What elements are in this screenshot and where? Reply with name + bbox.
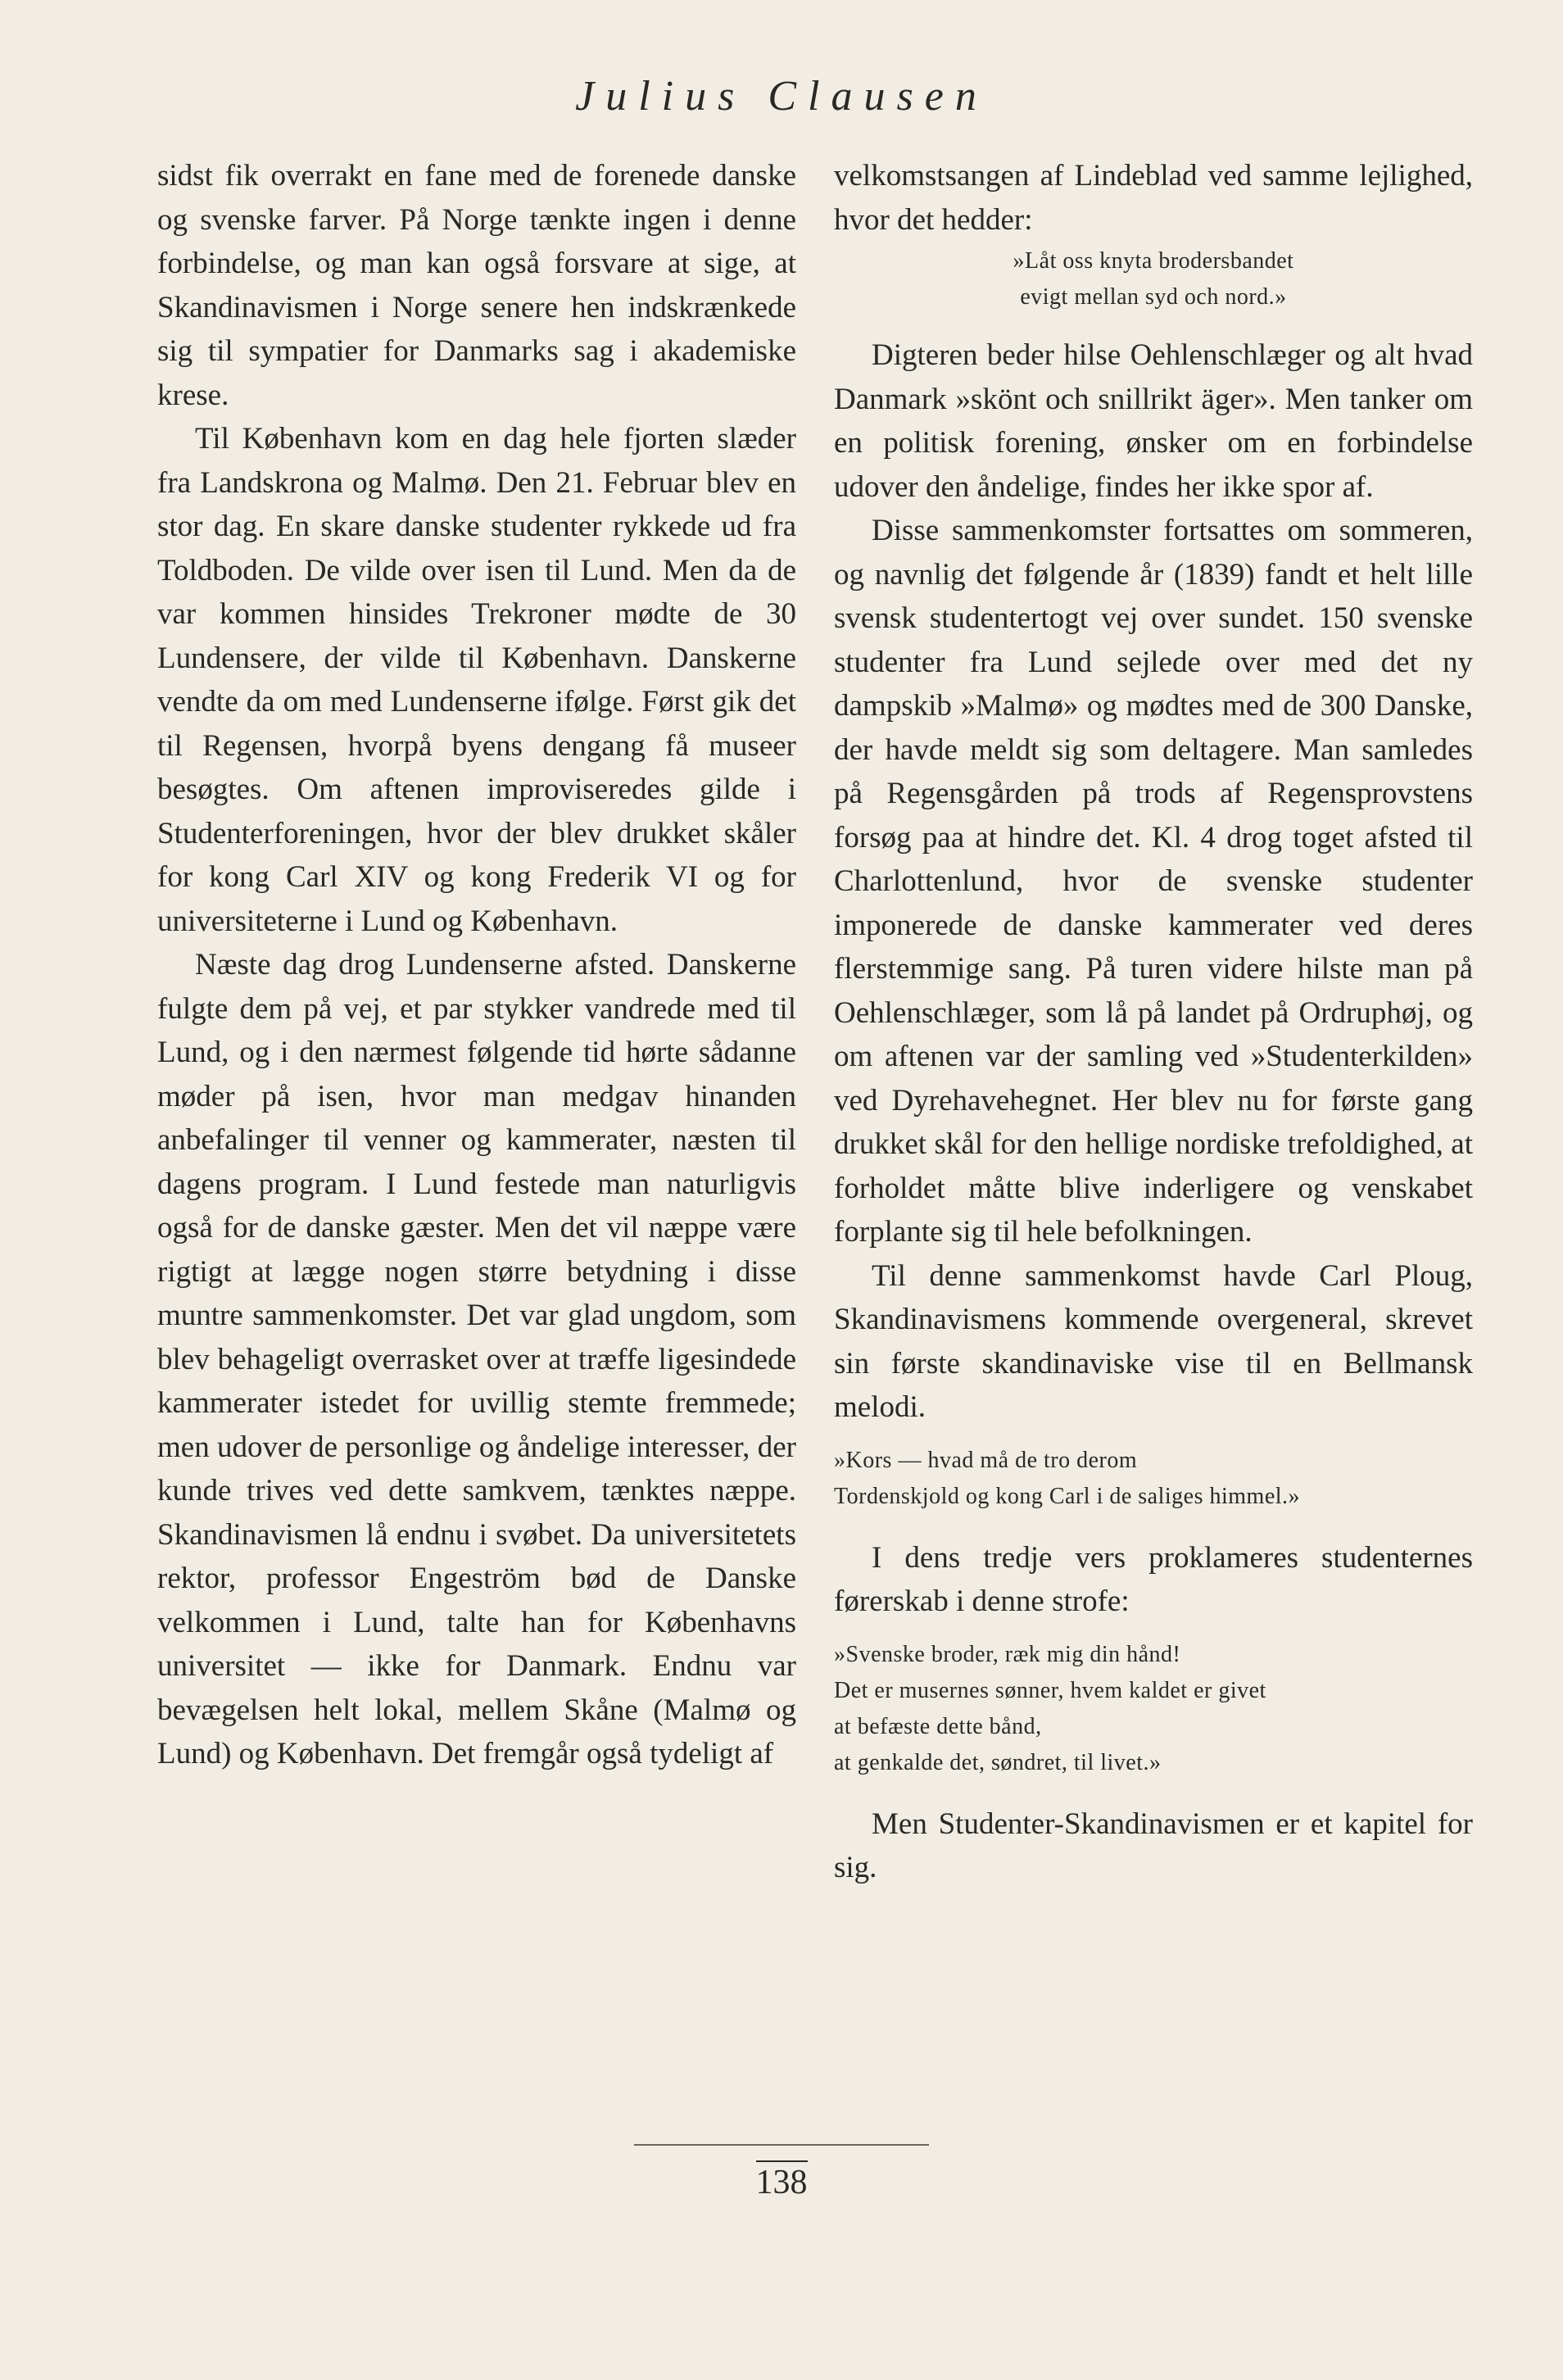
paragraph: Til denne sammenkomst havde Carl Ploug, Skandinavismens kommende overgeneral, skrevet sin første skandinaviske vise til en Bellmansk melodi. — [834, 1258, 1473, 1424]
paragraph: I dens tredje vers proklameres studenternes førerskab i denne strofe: — [834, 1540, 1473, 1618]
paragraph: Digteren beder hilse Oehlenschlæger og alt hvad Danmark »skönt och snillrikt äger». Men tanker om en politisk forening, ønsker om en forbindelse udover den åndelige, findes her ikke spor af. — [834, 338, 1473, 504]
verse-line: at genkalde det, søndret, til livet.» — [834, 1749, 1162, 1775]
left-column — [157, 154, 796, 1776]
verse-quote — [834, 1443, 1473, 1515]
paragraph: Men Studenter-Skandinavismen er et kapitel for sig. — [834, 1807, 1473, 1884]
verse-line: at befæste dette bånd, — [834, 1713, 1042, 1739]
page-number-text: 138 — [756, 2160, 808, 2201]
footer-rule — [634, 2144, 929, 2146]
verse-line: Tordenskjold og kong Carl i de saliges himmel.» — [834, 1483, 1301, 1509]
running-title: Julius Clausen — [575, 73, 988, 120]
verse-line: »Kors — hvad må de tro derom — [834, 1447, 1138, 1473]
verse-line: Det er musernes sønner, hvem kaldet er givet — [834, 1677, 1266, 1703]
verse-line: »Låt oss knyta brodersbandet — [1013, 248, 1294, 274]
verse-line: »Svenske broder, ræk mig din hånd! — [834, 1641, 1181, 1667]
verse-quote — [834, 1637, 1473, 1781]
paragraph: sidst fik overrakt en fane med de forenede danske og svenske farver. På Norge tænkte ingen i denne forbindelse, og man kan også forsvare at sige, at Skandinavismen i Norge senere hen indskrænkede sig til sympatier for Danmarks sag i akademiske krese. — [157, 159, 796, 412]
paragraph: Til København kom en dag hele fjorten slæder fra Landskrona og Malmø. Den 21. Februar blev en stor dag. En skare danske studenter rykkede ud fra Toldboden. De vilde over isen til Lund. Men da de var kommen hinsides Trekroner mødte de 30 Lundensere, der vilde til København. Danskerne vendte da om med Lundenserne ifølge. Først gik det til Regensen, hvorpå byens dengang få museer besøgtes. Om aftenen improviseredes gilde i Studenterforeningen, hvor der blev drukket skåler for kong Carl XIV og kong Frederik VI og for universiteterne i Lund og København. — [157, 422, 796, 938]
page-number — [0, 2163, 1563, 2202]
verse-quote — [834, 243, 1473, 315]
paragraph: velkomstsangen af Lindeblad ved samme lejlighed, hvor det hedder: — [834, 159, 1473, 237]
paragraph: Næste dag drog Lundenserne afsted. Danskerne fulgte dem på vej, et par stykker vandrede med til Lund, og i den nærmest følgende tid hørte sådanne møder på isen, hvor man medgav hinanden anbefalinger til venner og kammerater, næsten til dagens program. I Lund festede man naturligvis også for de danske gæster. Men det vil næppe være rigtigt at lægge nogen større betydning i disse muntre sammenkomster. Det var glad ungdom, som blev behageligt overrasket over at træffe ligesindede kammerater istedet for uvillig stemte fremmede; men udover de personlige og åndelige interesser, der kunde trives ved dette samkvem, tænktes næppe. Skandinavismen lå endnu i svøbet. Da universitetets rektor, professor Engeström bød de Danske velkommen i Lund, talte han for Københavns universitet — ikke for Danmark. Endnu var bevægelsen helt lokal, mellem Skåne (Malmø og Lund) og København. Det fremgår også tydeligt af — [157, 948, 796, 1770]
paragraph: Disse sammenkomster fortsattes om sommeren, og navnlig det følgende år (1839) fandt et helt lille svensk studentertogt vej over sundet. 150 svenske studenter fra Lund sejlede over med det ny dampskib »Malmø» og mødtes med de 300 Danske, der havde meldt sig som deltagere. Man samledes på Regensgården på trods af Regensprovstens forsøg paa at hindre det. Kl. 4 drog toget afsted til Charlottenlund, hvor de svenske studenter imponerede de danske kammerater ved deres flerstemmige sang. På turen videre hilste man på Oehlenschlæger, som lå på landet på Ordruphøj, og om aftenen var der samling ved »Studenterkilden» ved Dyrehavehegnet. Her blev nu for første gang drukket skål for den hellige nordiske trefoldighed, at forholdet måtte blive inderligere og venskabet forplante sig til hele befolkningen. — [834, 514, 1473, 1249]
right-column — [834, 154, 1473, 1890]
verse-line: evigt mellan syd och nord.» — [1020, 284, 1287, 310]
